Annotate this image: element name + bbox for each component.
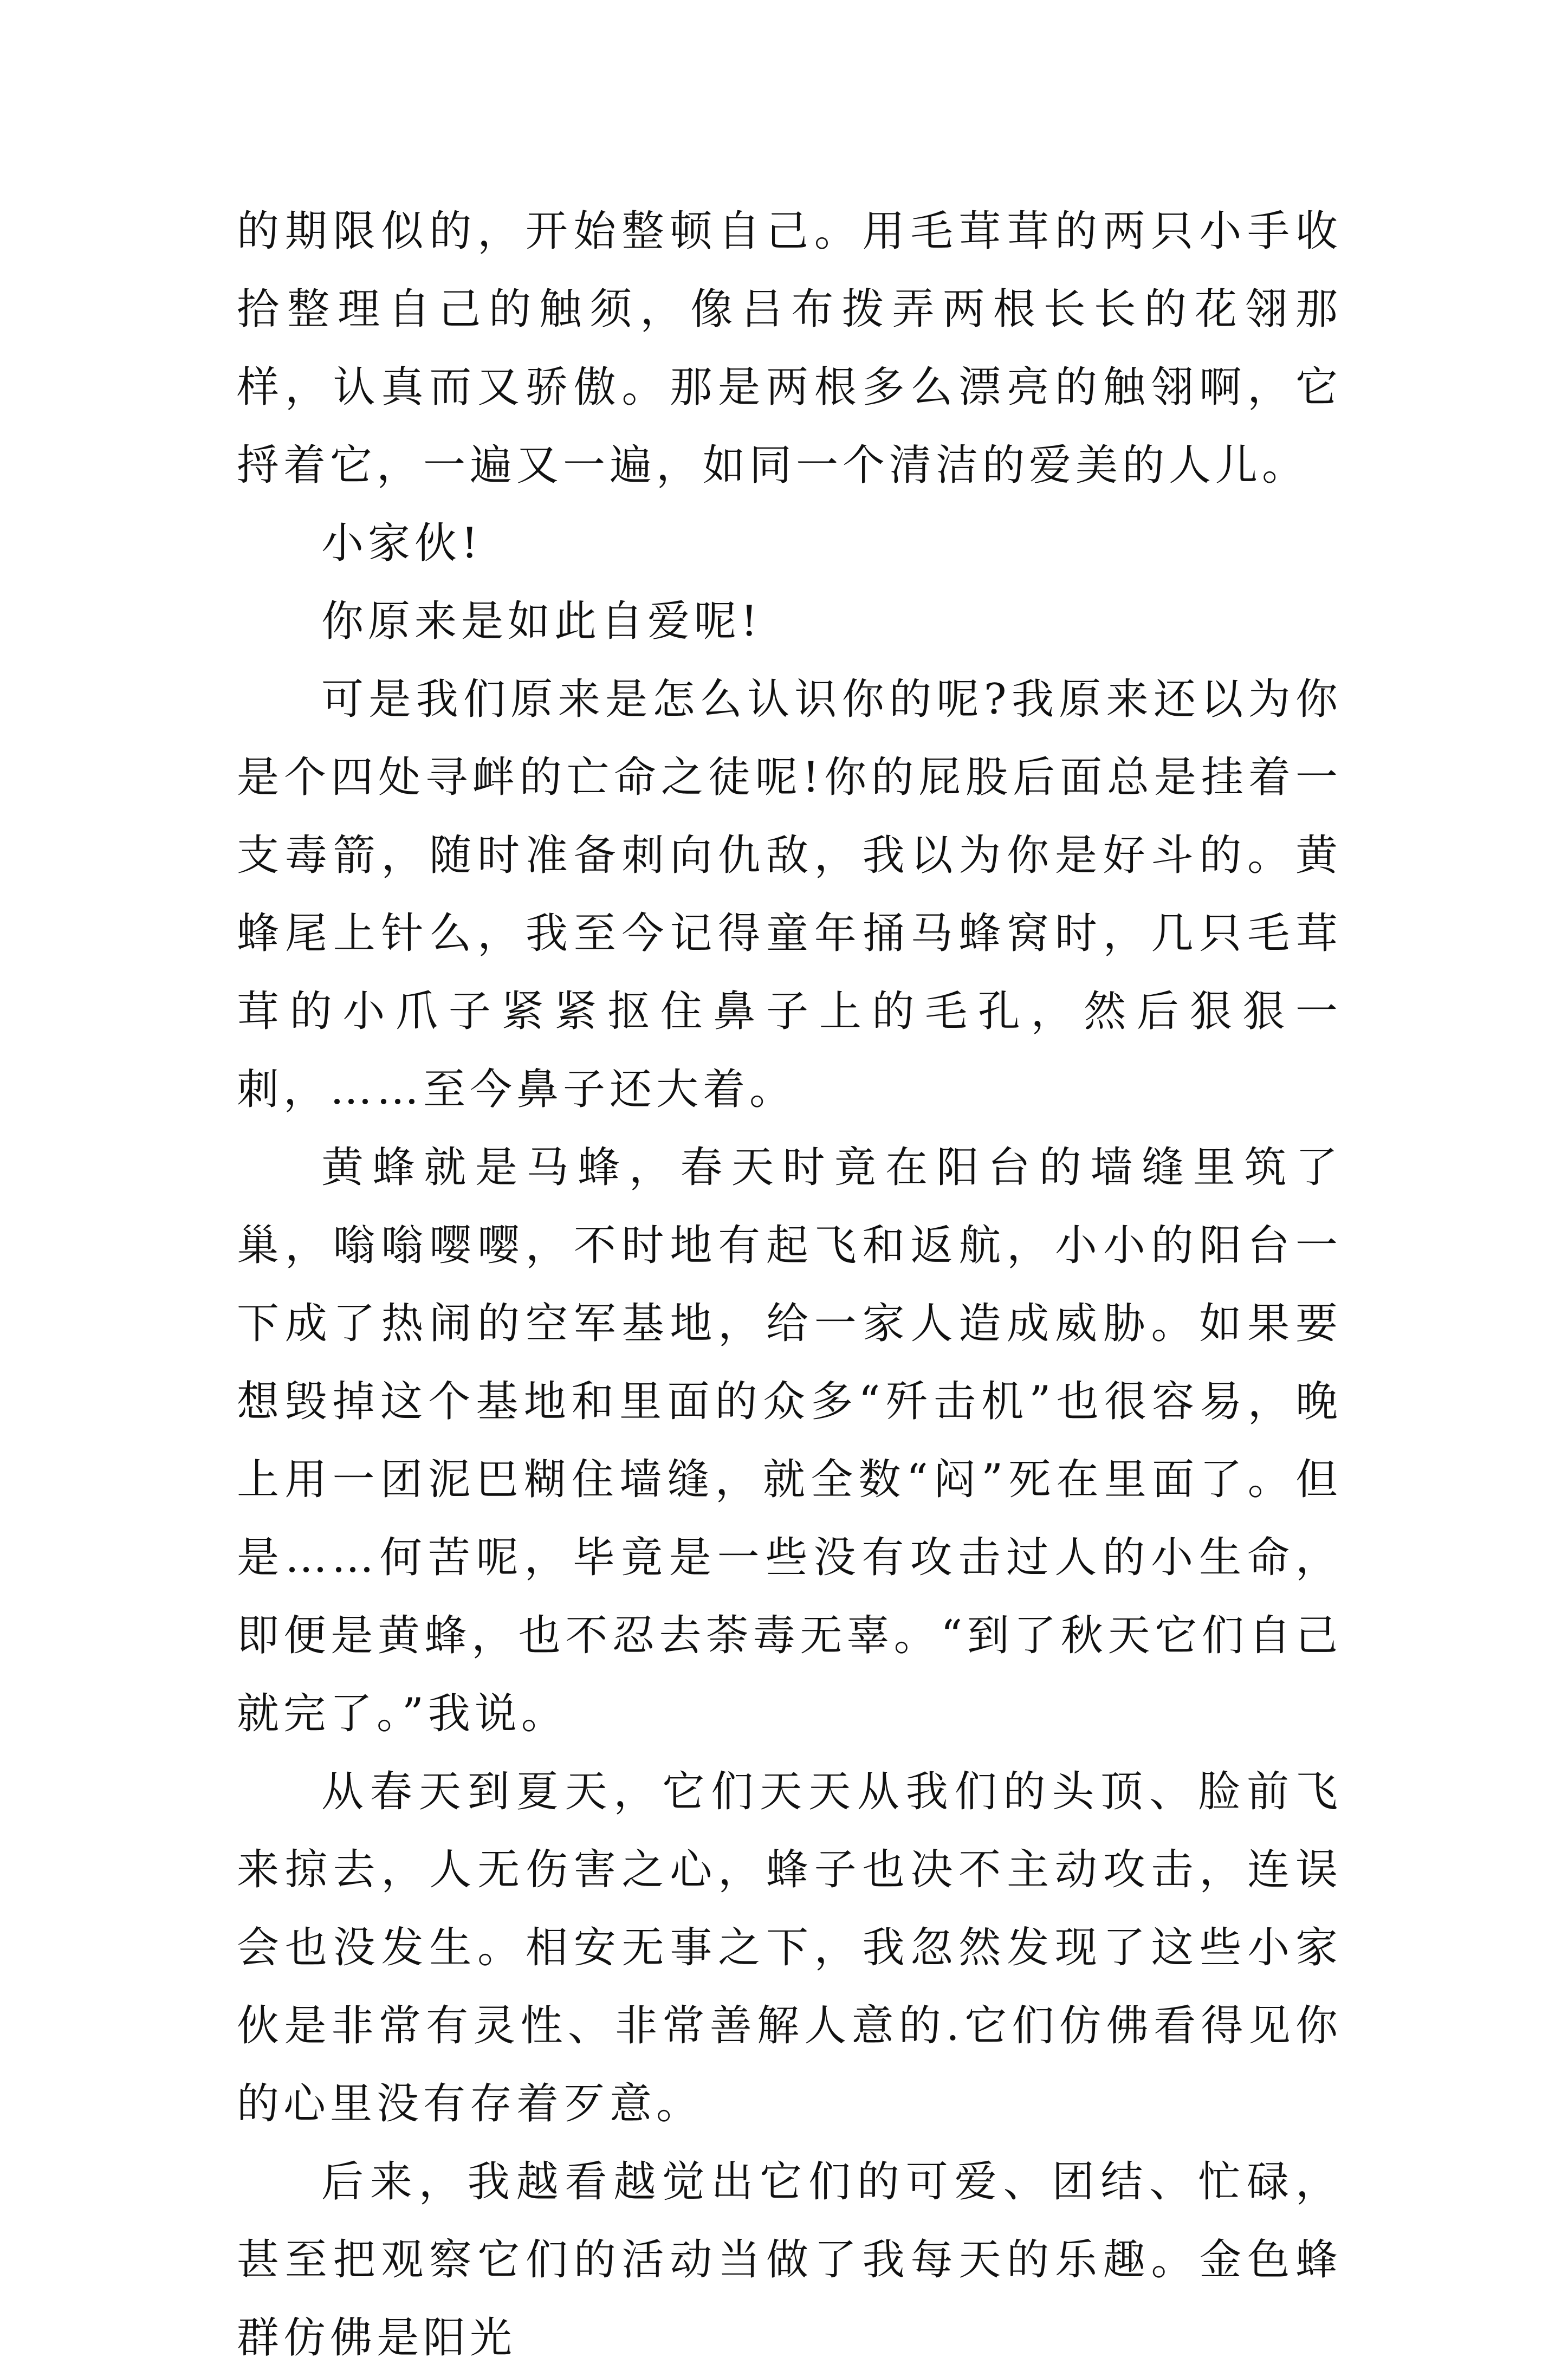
body-text	[237, 192, 1342, 2377]
paragraph: 后来，我越看越觉出它们的可爱、团结、忙碌，甚至把观察它们的活动当做了我每天的乐趣。金色蜂群仿佛是阳光	[237, 2158, 1342, 2362]
paragraph-exclamation: 小家伙!	[321, 519, 483, 568]
paragraph: 可是我们原来是怎么认识你的呢?我原来还以为你是个四处寻衅的亡命之徒呢!你的屁股后面总是挂着一支毒箭，随时准备刺向仇敌，我以为你是好斗的。黄蜂尾上针么，我至今记得童年捅马蜂窝时，几只毛茸茸的小爪子紧紧抠住鼻子上的毛孔，然后狠狠一刺，……至今鼻子还大着。	[237, 675, 1342, 1114]
paragraph: 黄蜂就是马蜂，春天时竟在阳台的墙缝里筑了巢，嗡嗡嘤嘤，不时地有起飞和返航，小小的阳台一下成了热闹的空军基地，给一家人造成威胁。如果要想毁掉这个基地和里面的众多“歼击机”也很容易，晚上用一团泥巴糊住墙缝，就全数“闷”死在里面了。但是……何苦呢，毕竟是一些没有攻击过人的小生命，即便是黄蜂，也不忍去荼毒无辜。“到了秋天它们自己就完了。”我说。	[237, 1143, 1342, 1738]
paragraph: 从春天到夏天，它们天天从我们的头顶、脸前飞来掠去，人无伤害之心，蜂子也决不主动攻击，连误会也没发生。相安无事之下，我忽然发现了这些小家伙是非常有灵性、非常善解人意的.它们仿佛看得见你的心里没有存着歹意。	[237, 1767, 1342, 2128]
paragraph-exclamation: 你原来是如此自爱呢!	[321, 597, 762, 646]
paragraph-continuation: 的期限似的，开始整顿自己。用毛茸茸的两只小手收拾整理自己的触须，像吕布拨弄两根长长的花翎那样，认真而又骄傲。那是两根多么漂亮的触翎啊，它捋着它，一遍又一遍，如同一个清洁的爱美的人儿。	[237, 207, 1342, 490]
